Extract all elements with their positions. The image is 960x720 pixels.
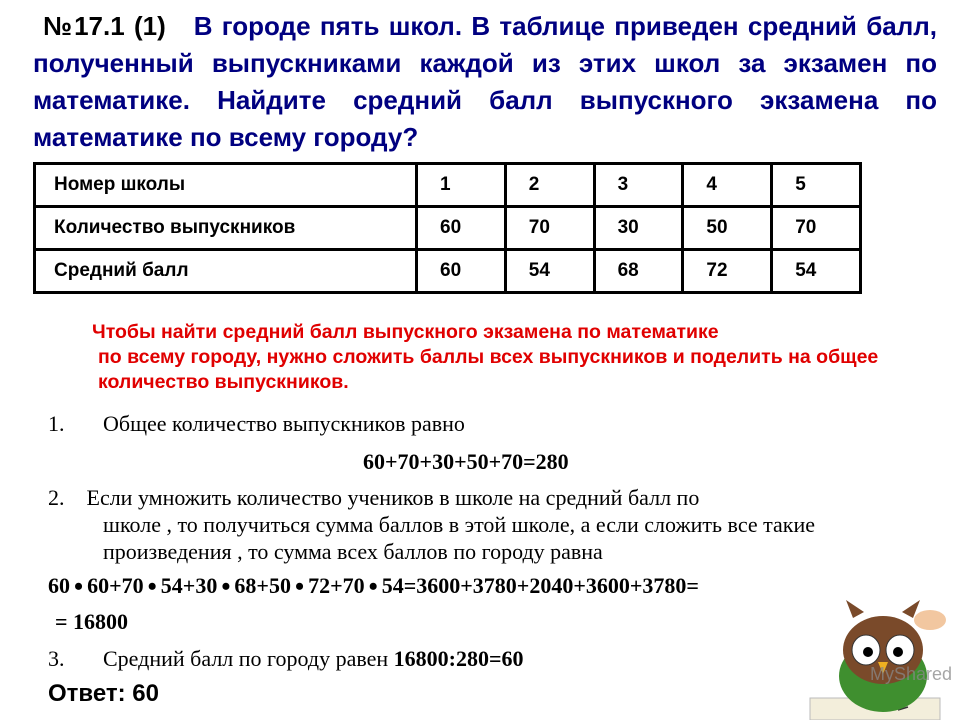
- factor: 60: [87, 573, 110, 598]
- factor: 70: [121, 573, 144, 598]
- answer: Ответ: 60: [48, 680, 159, 707]
- table-cell: 3: [594, 164, 683, 207]
- step-number: 2.: [48, 485, 65, 510]
- step-text: Если умножить количество учеников в школе на средний балл по: [86, 485, 700, 510]
- step-text: Средний балл по городу равен: [103, 646, 394, 671]
- table-row: [35, 207, 861, 250]
- intro-rest: по всему городу, нужно сложить баллы всех выпускников и поделить на общее количество выпускников.: [98, 346, 879, 393]
- products-total: = 16800: [55, 609, 129, 634]
- factor: 54: [160, 573, 183, 598]
- step-number: 1.: [48, 411, 65, 436]
- multiply-dot-icon: •: [147, 572, 157, 601]
- school-data-table: [33, 162, 862, 294]
- factor: 72: [308, 573, 331, 598]
- table-cell: 2: [505, 164, 594, 207]
- step-text-continued: школе , то получиться сумма баллов в этой школе, а если сложить все такие произведения , то сумма всех баллов по городу равна: [103, 512, 815, 564]
- watermark-text: MyShared: [870, 664, 953, 684]
- owl-mascot-icon: [808, 598, 958, 720]
- table-cell: 4: [683, 164, 772, 207]
- step-1: [48, 410, 465, 437]
- table-cell: 5: [772, 164, 861, 207]
- step-2: [48, 484, 928, 565]
- multiply-dot-icon: •: [74, 572, 84, 601]
- step-number: 3.: [48, 646, 65, 671]
- table-cell: 30: [594, 207, 683, 250]
- factor: 60: [48, 573, 70, 598]
- intro-first-line: Чтобы найти средний балл выпускного экзамена по математике: [92, 321, 719, 343]
- factor: 70: [342, 573, 365, 598]
- factor: 30: [195, 573, 218, 598]
- step-text: Общее количество выпускников равно: [103, 411, 465, 436]
- table-cell: 70: [505, 207, 594, 250]
- table-cell: 54: [505, 250, 594, 293]
- table-row: [35, 250, 861, 293]
- factor: 68: [234, 573, 257, 598]
- table-cell: 54: [772, 250, 861, 293]
- multiply-dot-icon: •: [221, 572, 231, 601]
- table-cell: 60: [417, 207, 506, 250]
- step-3: [48, 645, 524, 672]
- problem-heading: [33, 8, 937, 156]
- table-cell: 1: [417, 164, 506, 207]
- table-cell: 50: [683, 207, 772, 250]
- row-header: Средний балл: [35, 250, 417, 293]
- step-1-expression: 60+70+30+50+70=280: [363, 449, 569, 474]
- factor: 54: [381, 573, 404, 598]
- row-header: Количество выпускников: [35, 207, 417, 250]
- row-header: Номер школы: [35, 164, 417, 207]
- step-3-expression: 16800:280=60: [393, 646, 524, 671]
- table-cell: 72: [683, 250, 772, 293]
- problem-text: В городе пять школ. В таблице приведен средний балл, полученный выпускниками каждой из этих школ за экзамен по математике. Найдите средний балл выпускного экзамена по математике по всему городу?: [33, 11, 937, 152]
- table-cell: 70: [772, 207, 861, 250]
- table-cell: 68: [594, 250, 683, 293]
- problem-number: №17.1 (1): [43, 11, 166, 41]
- products-expression: 60 • 60+70 • 54+30 • 68+50 • 72+70 • 54=3600+3780+2040+3600+3780=: [48, 572, 699, 601]
- products-result: =3600+3780+2040+3600+3780=: [403, 573, 699, 598]
- solution-intro: [92, 320, 952, 395]
- table-row: [35, 164, 861, 207]
- factor: 50: [268, 573, 291, 598]
- multiply-dot-icon: •: [294, 572, 305, 601]
- multiply-dot-icon: •: [368, 572, 378, 601]
- table-cell: 60: [417, 250, 506, 293]
